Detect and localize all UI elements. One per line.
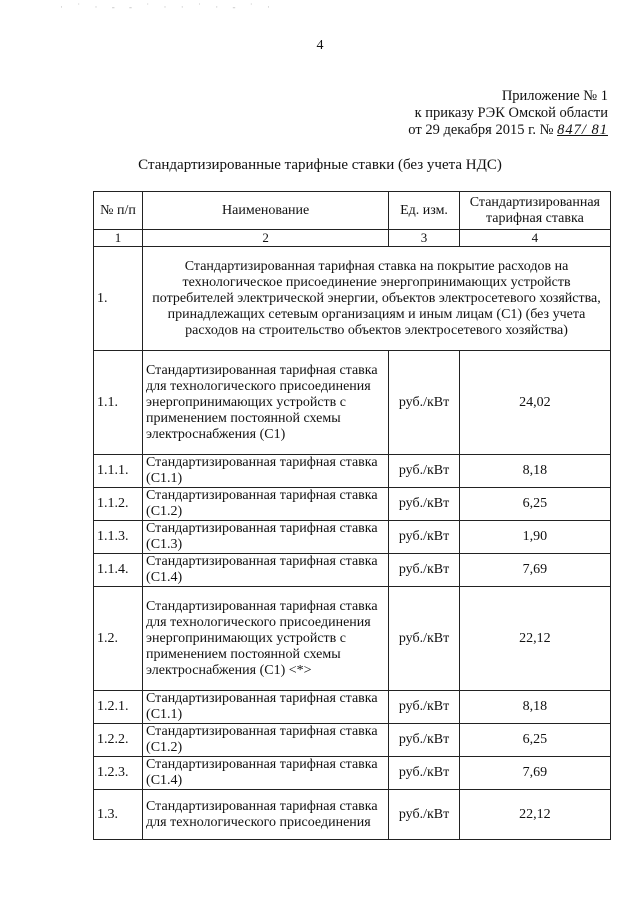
- document-title: Стандартизированные тарифные ставки (без учета НДС): [138, 157, 502, 173]
- section-number: 1.: [94, 247, 143, 351]
- appendix-title: Приложение № 1: [501, 88, 608, 104]
- row-name: Стандартизированная тарифная ставка для технологического присоединения энергопринимающих устройств с применением постоянной схемы электроснабжения (С1): [143, 351, 389, 455]
- column-number: 3: [389, 230, 460, 247]
- appendix-block: [408, 88, 608, 139]
- row-unit: руб./кВт: [389, 691, 460, 724]
- appendix-date: от 29 декабря 2015 г. №: [408, 122, 554, 138]
- section-row: [94, 247, 611, 351]
- row-name: Стандартизированная тарифная ставка (С1.4): [143, 554, 389, 587]
- table-row: [94, 724, 611, 757]
- table-row: [94, 488, 611, 521]
- row-number: 1.2.: [94, 587, 143, 691]
- table-row: [94, 691, 611, 724]
- row-unit: руб./кВт: [389, 554, 460, 587]
- row-number: 1.1.: [94, 351, 143, 455]
- header-rate: Стандартизированная тарифная ставка: [459, 192, 610, 230]
- table-row: [94, 455, 611, 488]
- row-unit: руб./кВт: [389, 757, 460, 790]
- row-unit: руб./кВт: [389, 455, 460, 488]
- column-number: 4: [459, 230, 610, 247]
- row-number: 1.1.4.: [94, 554, 143, 587]
- table-row: [94, 587, 611, 691]
- table-row: [94, 757, 611, 790]
- table-row: [94, 521, 611, 554]
- row-unit: руб./кВт: [389, 521, 460, 554]
- column-number: 1: [94, 230, 143, 247]
- header-num: № п/п: [94, 192, 143, 230]
- row-rate: 6,25: [459, 724, 610, 757]
- row-rate: 22,12: [459, 587, 610, 691]
- row-number: 1.2.1.: [94, 691, 143, 724]
- row-name: Стандартизированная тарифная ставка для технологического присоединения энергопринимающих устройств с применением постоянной схемы электроснабжения (С1) <*>: [143, 587, 389, 691]
- row-rate: 8,18: [459, 691, 610, 724]
- row-unit: руб./кВт: [389, 488, 460, 521]
- row-name: Стандартизированная тарифная ставка для технологического присоединения: [143, 790, 389, 840]
- header-unit: Ед. изм.: [389, 192, 460, 230]
- page-number: 4: [316, 38, 324, 53]
- row-rate: 7,69: [459, 757, 610, 790]
- row-name: Стандартизированная тарифная ставка (С1.1): [143, 691, 389, 724]
- tariff-table: [93, 191, 611, 840]
- row-rate: 8,18: [459, 455, 610, 488]
- column-number: 2: [143, 230, 389, 247]
- row-unit: руб./кВт: [389, 724, 460, 757]
- column-numbers-row: [94, 230, 611, 247]
- row-name: Стандартизированная тарифная ставка (С1.4): [143, 757, 389, 790]
- row-rate: 6,25: [459, 488, 610, 521]
- appendix-date-line: [408, 122, 608, 139]
- row-unit: руб./кВт: [389, 351, 460, 455]
- row-rate: 22,12: [459, 790, 610, 840]
- order-number-handwritten: 847/ 81: [557, 122, 608, 138]
- row-number: 1.2.2.: [94, 724, 143, 757]
- section-text: Стандартизированная тарифная ставка на покрытие расходов на технологическое присоединение энергопринимающих устройств потребителей электрической энергии, объектов электросетевого хозяйства, принадлежащих сетевым организациям и иным лицам (С1) (без учета расходов на строительство объектов электросетевого хозяйства): [143, 247, 611, 351]
- appendix-order-ref: к приказу РЭК Омской области: [414, 105, 608, 121]
- row-rate: 7,69: [459, 554, 610, 587]
- row-number: 1.1.1.: [94, 455, 143, 488]
- row-unit: руб./кВт: [389, 790, 460, 840]
- table-header-row: [94, 192, 611, 230]
- row-name: Стандартизированная тарифная ставка (С1.1): [143, 455, 389, 488]
- row-number: 1.3.: [94, 790, 143, 840]
- scan-artifacts: · ˙ · ‐ ‐ ˙ · · ˙ · ‐ ˙ ·: [60, 2, 276, 12]
- row-rate: 24,02: [459, 351, 610, 455]
- row-name: Стандартизированная тарифная ставка (С1.2): [143, 488, 389, 521]
- table-row: [94, 351, 611, 455]
- row-number: 1.2.3.: [94, 757, 143, 790]
- row-name: Стандартизированная тарифная ставка (С1.2): [143, 724, 389, 757]
- row-unit: руб./кВт: [389, 587, 460, 691]
- header-name: Наименование: [143, 192, 389, 230]
- table-row: [94, 554, 611, 587]
- table-row: [94, 790, 611, 840]
- row-number: 1.1.3.: [94, 521, 143, 554]
- row-rate: 1,90: [459, 521, 610, 554]
- row-name: Стандартизированная тарифная ставка (С1.3): [143, 521, 389, 554]
- row-number: 1.1.2.: [94, 488, 143, 521]
